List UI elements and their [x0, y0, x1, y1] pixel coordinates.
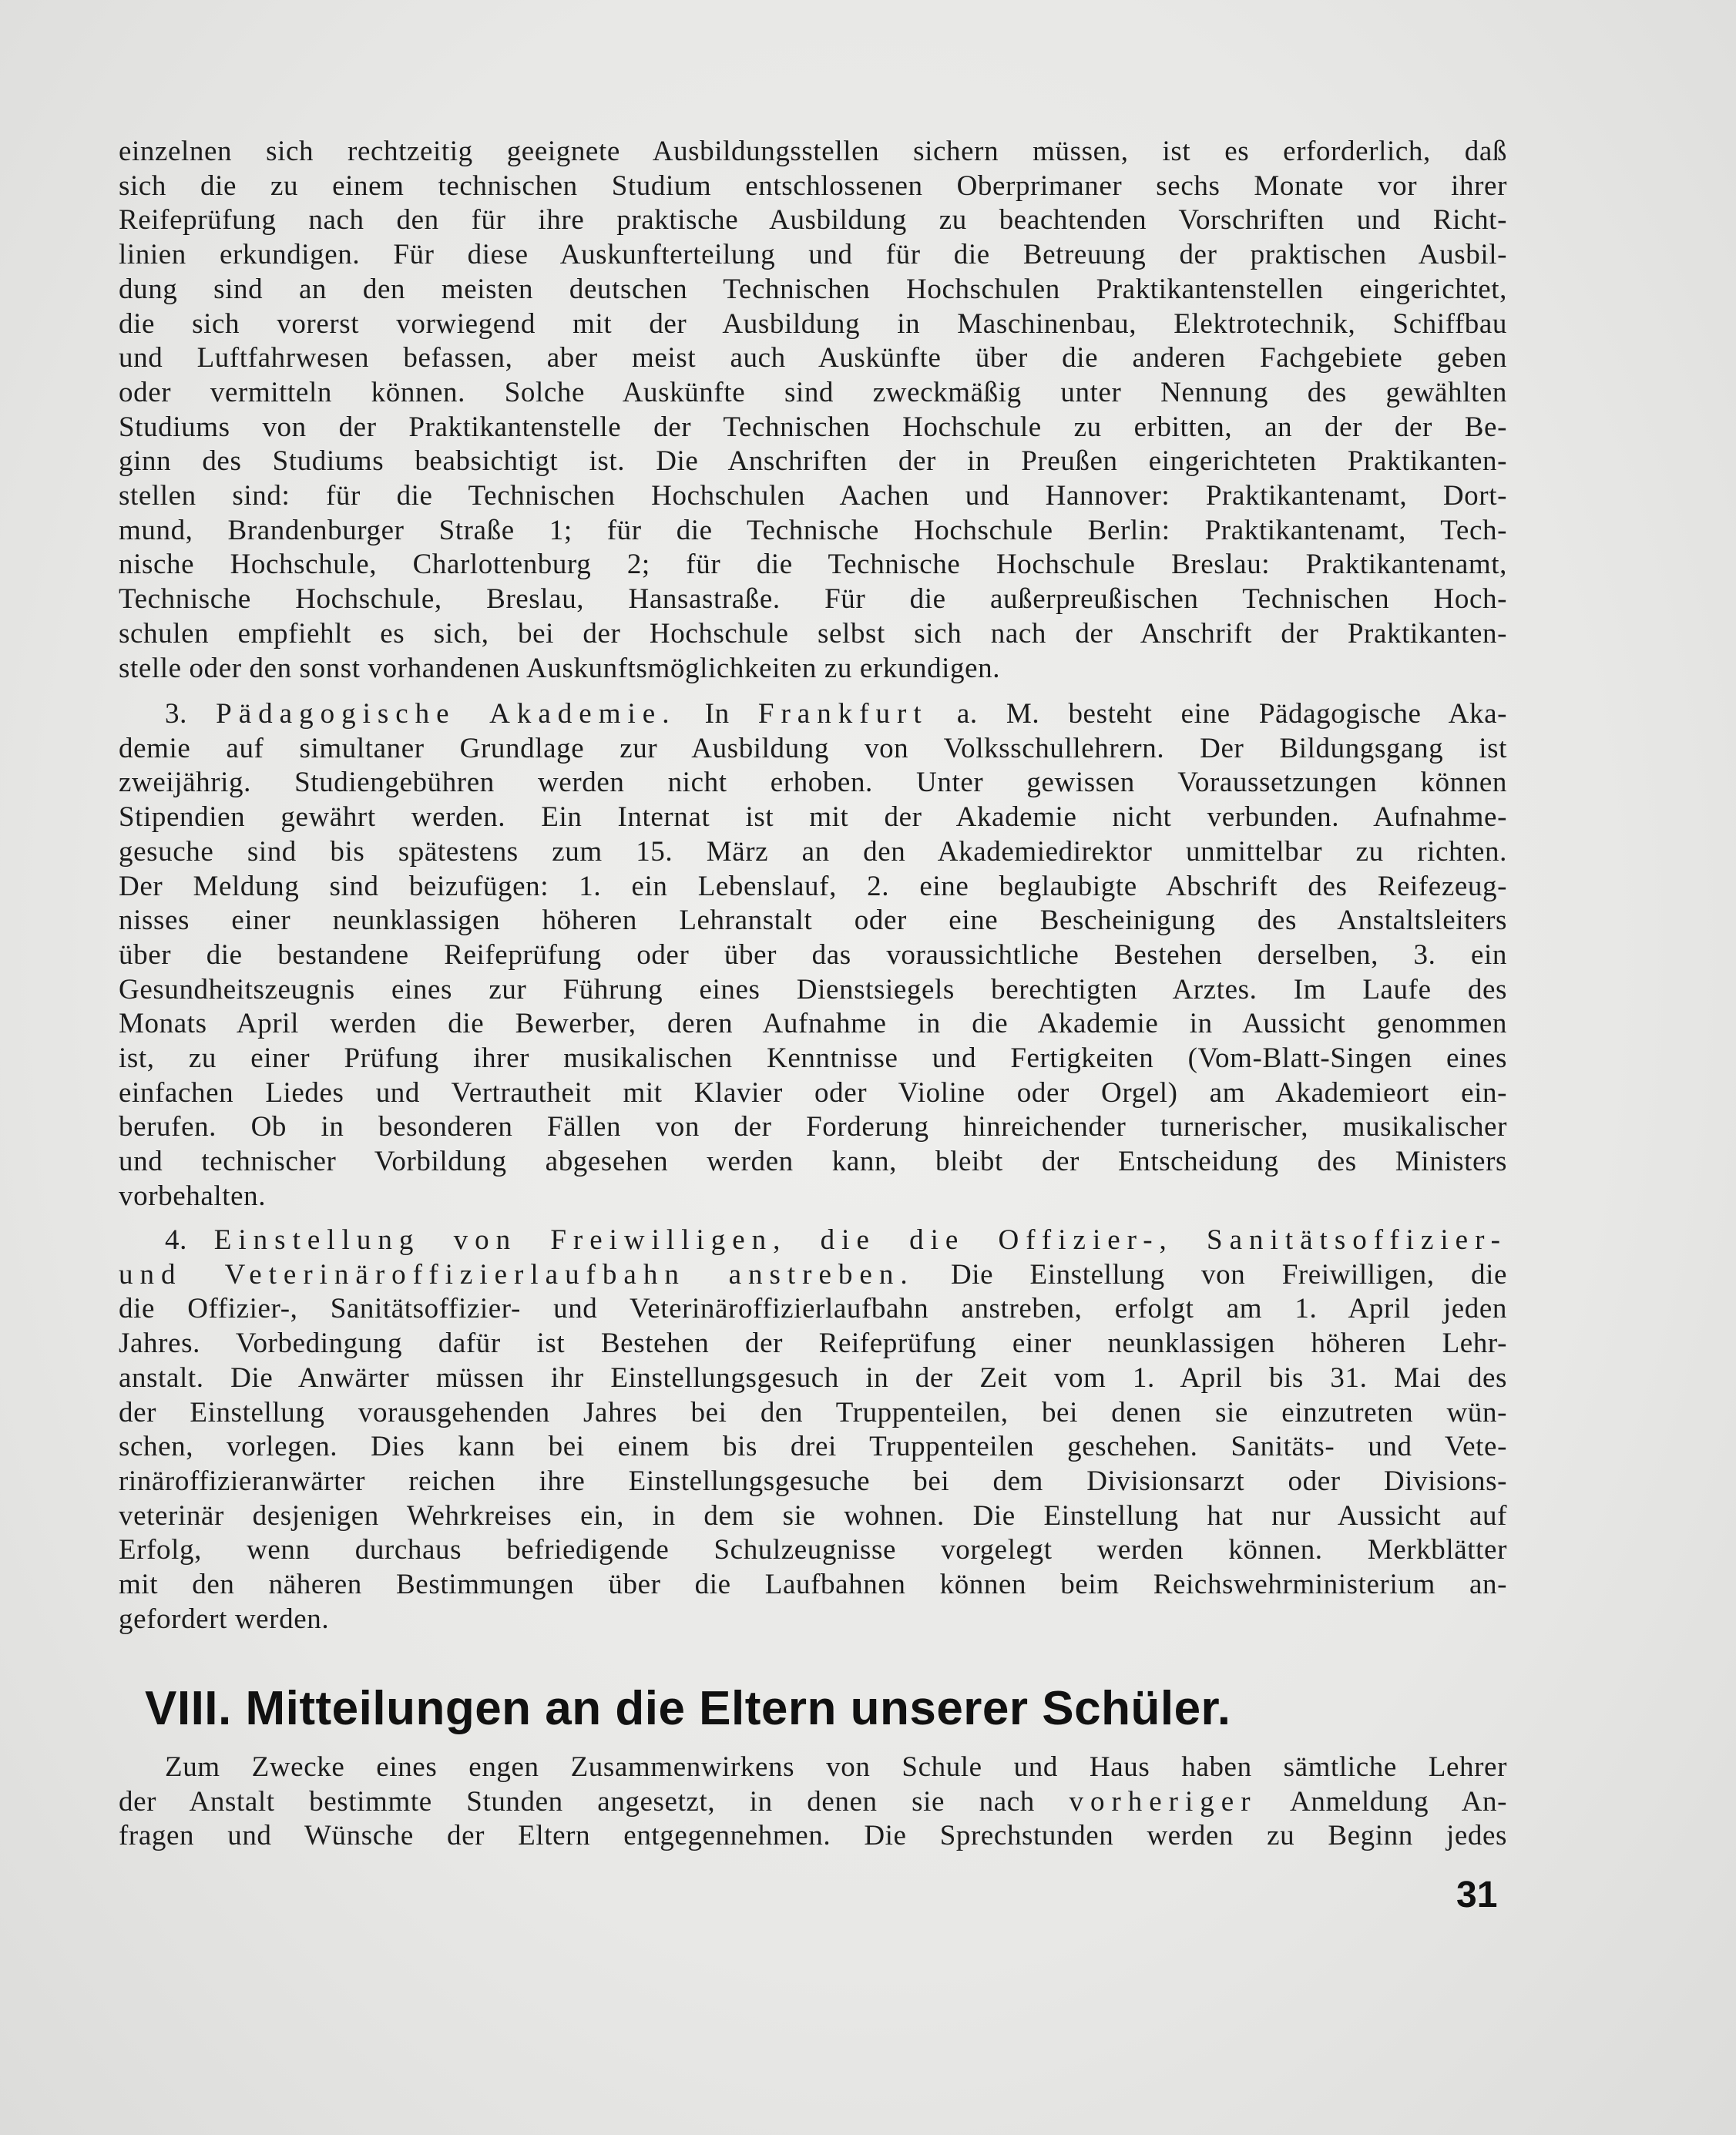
- text-line: linien erkundigen. Für diese Auskunfterteilung und für die Betreuung der praktischen Ausbil-: [119, 239, 1507, 271]
- item-number: 3.: [165, 698, 187, 730]
- text-line: gefordert werden.: [119, 1603, 330, 1635]
- text-line: Stipendien gewährt werden. Ein Internat ist mit der Akademie nicht verbunden. Aufnahme-: [119, 801, 1507, 834]
- paragraph-second-line: [119, 1785, 1507, 1820]
- text-line: zweijährig. Studiengebühren werden nicht erhoben. Unter gewissen Voraussetzungen können: [119, 767, 1507, 799]
- item-heading: Pädagogische Akademie.: [216, 698, 677, 730]
- section-heading: VIII. Mitteilungen an die Eltern unserer Schüler.: [145, 1682, 1231, 1735]
- text-line: schulen empfiehlt es sich, bei der Hochschule selbst sich nach der Anschrift der Praktikanten-: [119, 617, 1507, 650]
- text-line: stelle oder den sonst vorhandenen Auskunftsmöglichkeiten zu erkundigen.: [119, 652, 1001, 684]
- text-line: Technische Hochschule, Breslau, Hansastraße. Für die außerpreußischen Technischen Hoch-: [119, 583, 1507, 616]
- text-line: fragen und Wünsche der Eltern entgegennehmen. Die Sprechstunden werden zu Beginn jedes: [119, 1820, 1507, 1852]
- text-line: ist, zu einer Prüfung ihrer musikalischen Kenntnisse und Fertigkeiten (Vom-Blatt-Singen eines: [119, 1042, 1507, 1075]
- text-line: einzelnen sich rechtzeitig geeignete Ausbildungsstellen sichern müssen, ist es erforderlich, daß: [119, 136, 1507, 167]
- text-line: schen, vorlegen. Dies kann bei einem bis drei Truppenteilen geschehen. Sanitäts- und Vete-: [119, 1431, 1507, 1463]
- paragraph-freiwillige: [119, 1224, 1507, 1636]
- text-line: und Luftfahrwesen befassen, aber meist auch Auskünfte über die anderen Fachgebiete geben: [119, 342, 1507, 374]
- text-line: veterinär desjenigen Wehrkreises ein, in dem sie wohnen. Die Einstellung hat nur Aussicht auf: [119, 1499, 1507, 1532]
- text-line: einfachen Liedes und Vertrautheit mit Klavier oder Violine oder Orgel) am Akademieort ein-: [119, 1076, 1507, 1109]
- text-line: rinäroffizieranwärter reichen ihre Einstellungsgesuche bei dem Divisionsarzt oder Divisions-: [119, 1465, 1507, 1497]
- text-line: dung sind an den meisten deutschen Technischen Hochschulen Praktikantenstellen eingerichtet,: [119, 273, 1507, 305]
- text-run: a. M. besteht eine Pädagogische Aka-: [956, 698, 1508, 730]
- text-line: nische Hochschule, Charlottenburg 2; für die Technische Hochschule Breslau: Praktikantenamt,: [119, 549, 1507, 581]
- text-line: sich die zu einem technischen Studium entschlossenen Oberprimaner sechs Monate vor ihrer: [119, 170, 1507, 202]
- text-line: über die bestandene Reifeprüfung oder über das voraussichtliche Bestehen derselben, 3. ein: [119, 938, 1507, 971]
- text-line: gesuche sind bis spätestens zum 15. März an den Akademiedirektor unmittelbar zu richten.: [119, 835, 1507, 868]
- text-line: Jahres. Vorbedingung dafür ist Bestehen der Reifeprüfung einer neunklassigen höheren Lehr-: [119, 1328, 1507, 1360]
- paragraph-mitteilungen: [119, 1751, 1507, 1854]
- text-line: Monats April werden die Bewerber, deren Aufnahme in die Akademie in Aussicht genommen: [119, 1008, 1507, 1040]
- place-name: Frankfurt: [757, 698, 928, 730]
- text-line: stellen sind: für die Technischen Hochschulen Aachen und Hannover: Praktikantenamt, Dort-: [119, 480, 1507, 512]
- text-line: anstalt. Die Anwärter müssen ihr Einstellungsgesuch in der Zeit vom 1. April bis 31. Mai des: [119, 1361, 1507, 1394]
- paragraph-first-line: [119, 697, 1507, 732]
- text-line: nisses einer neunklassigen höheren Lehranstalt oder eine Bescheinigung des Anstaltsleiters: [119, 905, 1507, 937]
- text-line: die Offizier-, Sanitätsoffizier- und Veterinäroffizierlaufbahn anstreben, erfolgt am 1. April jeden: [119, 1293, 1507, 1325]
- text-run: der Anstalt bestimmte Stunden angesetzt, in denen sie nach: [119, 1785, 1035, 1818]
- item-heading-continued: und Veterinäroffizierlaufbahn anstreben.: [119, 1258, 915, 1291]
- text-line: berufen. Ob in besonderen Fällen von der Forderung hinreichender turnerischer, musikalischer: [119, 1111, 1507, 1143]
- paragraph-paedagogische-akademie: [119, 697, 1507, 1214]
- text-line: Erfolg, wenn durchaus befriedigende Schulzeugnisse vorgelegt werden können. Merkblätter: [119, 1534, 1507, 1566]
- text-run: Die Einstellung von Freiwilligen, die: [950, 1258, 1507, 1291]
- text-line: Studiums von der Praktikantenstelle der Technischen Hochschule zu erbitten, an der der Be-: [119, 411, 1507, 443]
- text-line: mit den näheren Bestimmungen über die Laufbahnen können beim Reichswehrministerium an-: [119, 1569, 1507, 1601]
- paragraph-praktikantenstellen: [119, 135, 1507, 686]
- emphasis-spaced: vorheriger: [1069, 1785, 1258, 1818]
- text-run: Anmeldung An-: [1290, 1785, 1507, 1818]
- text-line: Der Meldung sind beizufügen: 1. ein Lebenslauf, 2. eine beglaubigte Abschrift des Reifezeug-: [119, 870, 1507, 902]
- text-run: In: [704, 698, 730, 730]
- item-number: 4.: [165, 1224, 187, 1256]
- text-line: Zum Zwecke eines engen Zusammenwirkens von Schule und Haus haben sämtliche Lehrer: [165, 1751, 1507, 1783]
- paragraph-first-line: [119, 1224, 1507, 1258]
- text-line: ginn des Studiums beabsichtigt ist. Die Anschriften der in Preußen eingerichteten Praktikanten-: [119, 445, 1507, 478]
- text-line: Gesundheitszeugnis eines zur Führung eines Dienstsiegels berechtigten Arztes. Im Laufe des: [119, 973, 1507, 1005]
- paragraph-second-line: [119, 1258, 1507, 1293]
- page-number: 31: [1456, 1875, 1498, 1915]
- text-line: mund, Brandenburger Straße 1; für die Technische Hochschule Berlin: Praktikantenamt, Tech-: [119, 514, 1507, 546]
- text-line: oder vermitteln können. Solche Auskünfte sind zweckmäßig unter Nennung des gewählten: [119, 376, 1507, 408]
- text-line: Reifeprüfung nach den für ihre praktische Ausbildung zu beachtenden Vorschriften und Richt-: [119, 204, 1507, 237]
- text-line: die sich vorerst vorwiegend mit der Ausbildung in Maschinenbau, Elektrotechnik, Schiffbau: [119, 307, 1507, 340]
- text-line: der Einstellung vorausgehenden Jahres bei den Truppenteilen, bei denen sie einzutreten wün-: [119, 1396, 1507, 1428]
- item-heading: Einstellung von Freiwilligen, die die Offizier-, Sanitätsoffizier-: [213, 1224, 1507, 1256]
- text-line: demie auf simultaner Grundlage zur Ausbildung von Volksschullehrern. Der Bildungsgang ist: [119, 732, 1507, 764]
- text-line: vorbehalten.: [119, 1180, 267, 1212]
- text-line: und technischer Vorbildung abgesehen werden kann, bleibt der Entscheidung des Ministers: [119, 1146, 1507, 1178]
